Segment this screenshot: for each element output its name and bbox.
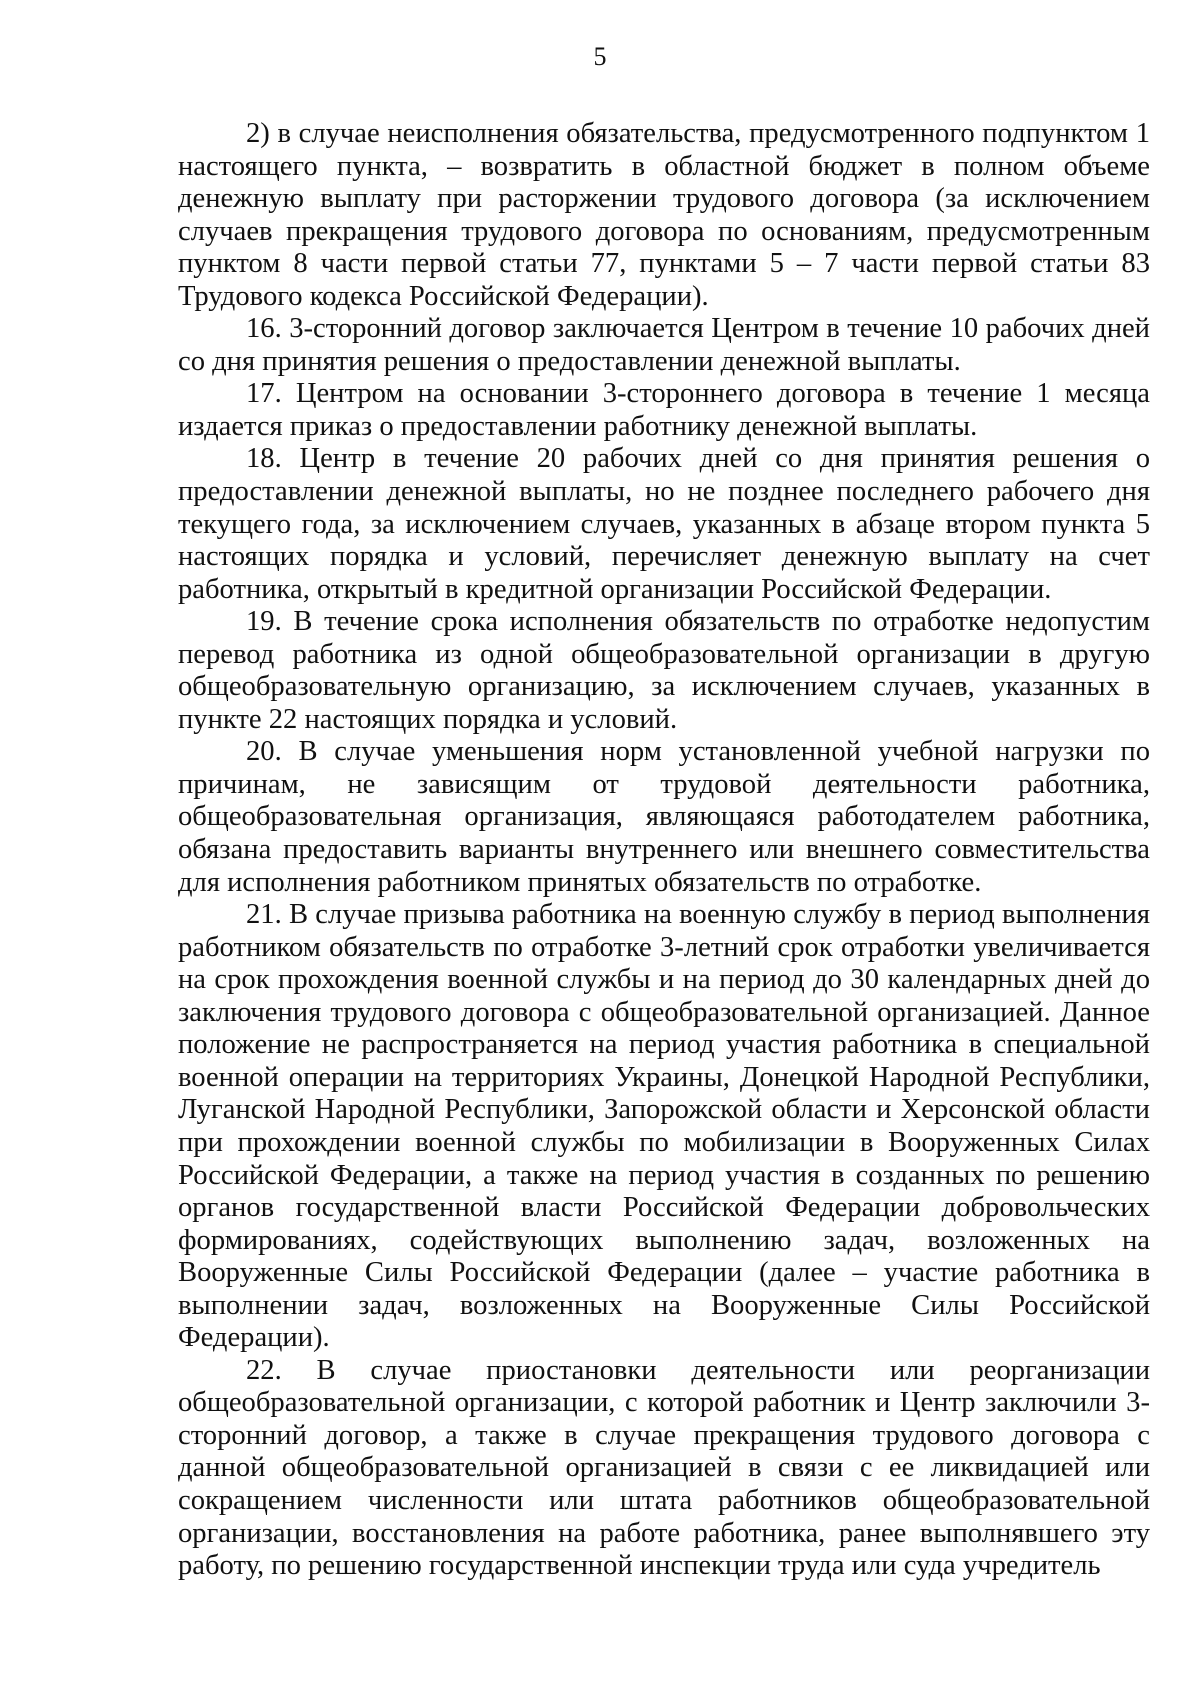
paragraph-18: 18. Центр в течение 20 рабочих дней со дня принятия решения о предоставлении денежной выплаты, но не позднее последнего рабочего дня текущего года, за исключением случаев, указанных в абзаце втором пункта 5 настоящих порядка и условий, перечисляет денежную выплату на счет работника, открытый в кредитной организации Российской Федерации. [178,443,1150,605]
document-body [178,118,1150,1583]
paragraph-17: 17. Центром на основании 3-стороннего договора в течение 1 месяца издается приказ о предоставлении работнику денежной выплаты. [178,378,1150,442]
paragraph-20: 20. В случае уменьшения норм установленной учебной нагрузки по причинам, не зависящим от трудовой деятельности работника, общеобразовательная организация, являющаяся работодателем работника, обязана предоставить варианты внутреннего или внешнего совместительства для исполнения работником принятых обязательств по отработке. [178,736,1150,898]
page-number: 5 [593,42,607,71]
paragraph-19: 19. В течение срока исполнения обязательств по отработке недопустим перевод работника из одной общеобразовательной организации в другую общеобразовательную организацию, за исключением случаев, указанных в пункте 22 настоящих порядка и условий. [178,606,1150,735]
paragraph-15-2: 2) в случае неисполнения обязательства, предусмотренного подпунктом 1 настоящего пункта, – возвратить в областной бюджет в полном объеме денежную выплату при расторжении трудового договора (за исключением случаев прекращения трудового договора по основаниям, предусмотренным пунктом 8 части первой статьи 77, пунктами 5 – 7 части первой статьи 83 Трудового кодекса Российской Федерации). [178,118,1150,312]
paragraph-16: 16. 3-сторонний договор заключается Центром в течение 10 рабочих дней со дня принятия решения о предоставлении денежной выплаты. [178,313,1150,377]
paragraph-21: 21. В случае призыва работника на военную службу в период выполнения работником обязательств по отработке 3-летний срок отработки увеличивается на срок прохождения военной службы и на период до 30 календарных дней до заключения трудового договора с общеобразовательной организацией. Данное положение не распространяется на период участия работника в специальной военной операции на территориях Украины, Донецкой Народной Республики, Луганской Народной Республики, Запорожской области и Херсонской области при прохождении военной службы по мобилизации в Вооруженных Силах Российской Федерации, а также на период участия в созданных по решению органов государственной власти Российской Федерации добровольческих формированиях, содействующих выполнению задач, возложенных на Вооруженные Силы Российской Федерации (далее – участие работника в выполнении задач, возложенных на Вооруженные Силы Российской Федерации). [178,899,1150,1354]
paragraph-22: 22. В случае приостановки деятельности или реорганизации общеобразовательной организации, с которой работник и Центр заключили 3-сторонний договор, а также в случае прекращения трудового договора с данной общеобразовательной организацией в связи с ее ликвидацией или сокращением численности или штата работников общеобразовательной организации, восстановления на работе работника, ранее выполнявшего эту работу, по решению государственной инспекции труда или суда учредитель [178,1354,1150,1582]
